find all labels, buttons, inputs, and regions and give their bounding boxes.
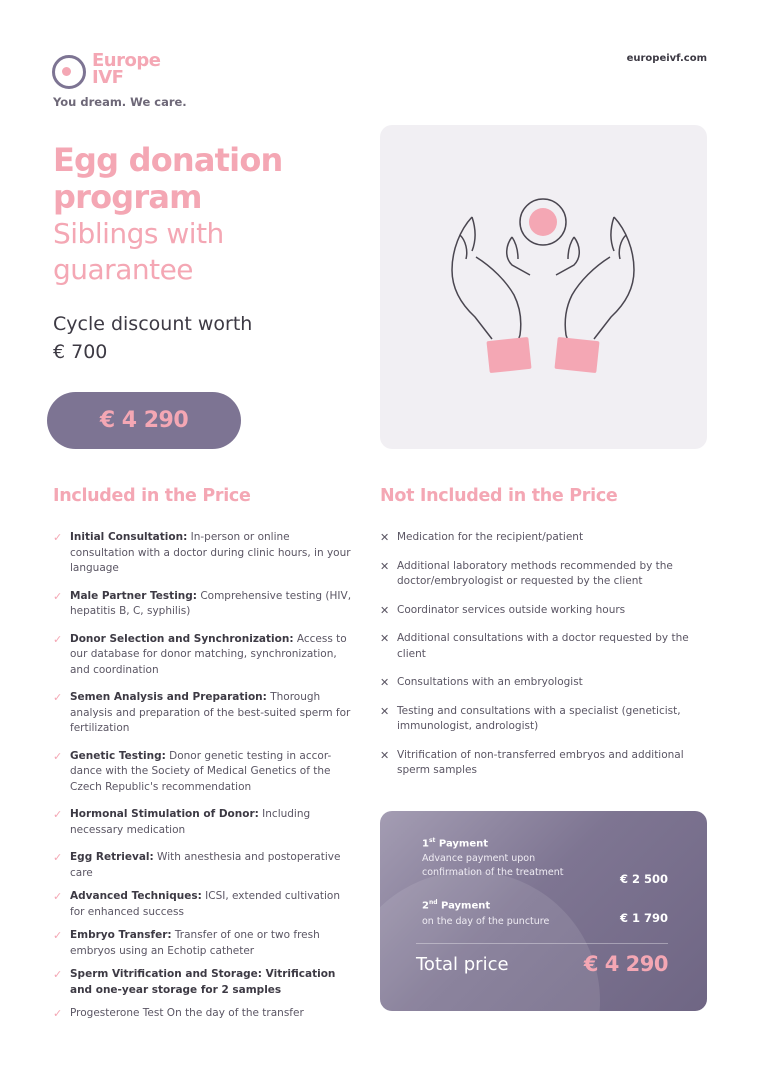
included-list	[53, 530, 353, 1022]
second-payment-description: on the day of the puncture	[422, 916, 550, 927]
list-item: ✕ Consultations with an embryologist	[380, 676, 583, 689]
cycle-discount	[53, 310, 252, 366]
list-item: ✓ Initial Consultation: In-person or online consultation with a doctor during clinic hours, in your language	[53, 531, 351, 574]
payment-card	[380, 811, 707, 1011]
first-payment-heading: 1st Payment	[422, 837, 489, 850]
list-item: ✓ Progesterone Test On the day of the transfer	[53, 1007, 304, 1020]
discount-amount: € 700	[53, 341, 108, 363]
check-icon: ✓	[53, 531, 63, 544]
cross-icon: ✕	[380, 632, 390, 645]
discount-label: Cycle discount worth	[53, 313, 253, 335]
list-item: ✓ Genetic Testing: Donor genetic testing in accor-dance with the Society of Medical Genetics of the Czech Republic's recommendation	[53, 749, 332, 793]
included-title: Included in the Price	[53, 486, 251, 506]
check-icon: ✓	[53, 589, 63, 603]
list-item: ✓ Male Partner Testing: Comprehensive testing (HIV, hepatitis B, C, syphilis)	[53, 589, 352, 617]
list-item: ✓ Semen Analysis and Preparation: Thorough analysis and preparation of the best-suited sperm for fertilization	[53, 691, 351, 734]
check-icon: ✓	[53, 890, 63, 903]
list-item: ✕ Additional laboratory methods recommended by the doctor/embryologist or requested by the client	[380, 559, 673, 587]
price-value: € 4 290	[99, 408, 189, 433]
illustration-card	[380, 125, 707, 449]
divider	[416, 943, 668, 944]
list-item: ✓ Embryo Transfer: Transfer of one or two fresh embryos using an Echotip catheter	[53, 929, 320, 957]
title-line-2: program	[53, 178, 202, 216]
cross-icon: ✕	[380, 603, 390, 617]
list-item: ✕ Testing and consultations with a specialist (geneticist, immunologist, andrologist)	[380, 704, 681, 732]
check-icon: ✓	[53, 851, 63, 864]
check-icon: ✓	[53, 632, 63, 646]
list-item: ✕ Medication for the recipient/patient	[380, 531, 584, 544]
cross-icon: ✕	[380, 748, 390, 762]
logo-text	[92, 52, 160, 86]
hands-holding-egg-icon	[380, 125, 707, 449]
logo-line-1: Europe	[92, 50, 161, 71]
not-included-list	[380, 530, 690, 779]
check-icon: ✓	[53, 1007, 63, 1020]
second-payment-heading: 2nd Payment	[422, 899, 491, 912]
logo-line-2: IVF	[92, 67, 124, 88]
cross-icon: ✕	[380, 559, 390, 573]
total-price-label: Total price	[416, 954, 509, 975]
not-included-title: Not Included in the Price	[380, 486, 618, 506]
second-payment-amount: € 1 790	[619, 911, 668, 925]
tagline: You dream. We care.	[53, 95, 187, 109]
list-item: ✓ Donor Selection and Synchronization: Access to our database for donor matching, synchronization, and coordination	[53, 632, 347, 676]
check-icon: ✓	[53, 691, 63, 704]
list-item: ✓ Sperm Vitrification and Storage: Vitrification and one-year storage for 2 samples	[53, 968, 336, 996]
list-item: ✓ Hormonal Stimulation of Donor: Including necessary medication	[53, 808, 311, 836]
list-item: ✓ Advanced Techniques: ICSI, extended cultivation for enhanced success	[53, 890, 340, 918]
logo	[52, 52, 160, 89]
price-badge	[47, 392, 241, 449]
cross-icon: ✕	[380, 704, 390, 718]
subtitle-line-1: Siblings with	[53, 217, 224, 250]
check-icon: ✓	[53, 808, 63, 821]
total-price-amount: € 4 290	[583, 952, 668, 976]
logo-mark-icon	[52, 55, 86, 89]
subtitle-line-2: guarantee	[53, 253, 194, 286]
check-icon: ✓	[53, 749, 63, 763]
first-payment-description: Advance payment upon confirmation of the treatment	[422, 853, 564, 878]
list-item: ✕ Coordinator services outside working hours	[380, 603, 626, 617]
check-icon: ✓	[53, 929, 63, 942]
first-payment-amount: € 2 500	[619, 872, 668, 886]
list-item: ✕ Vitrification of non-transferred embryos and additional sperm samples	[380, 748, 684, 776]
website-link[interactable]: europeivf.com	[626, 53, 707, 64]
check-icon: ✓	[53, 968, 63, 981]
title-line-1: Egg donation	[53, 141, 283, 179]
cross-icon: ✕	[380, 531, 390, 544]
page-title	[53, 142, 363, 288]
list-item: ✕ Additional consultations with a doctor requested by the client	[380, 632, 689, 660]
cross-icon: ✕	[380, 676, 390, 689]
list-item: ✓ Egg Retrieval: With anesthesia and postoperative care	[53, 851, 341, 879]
